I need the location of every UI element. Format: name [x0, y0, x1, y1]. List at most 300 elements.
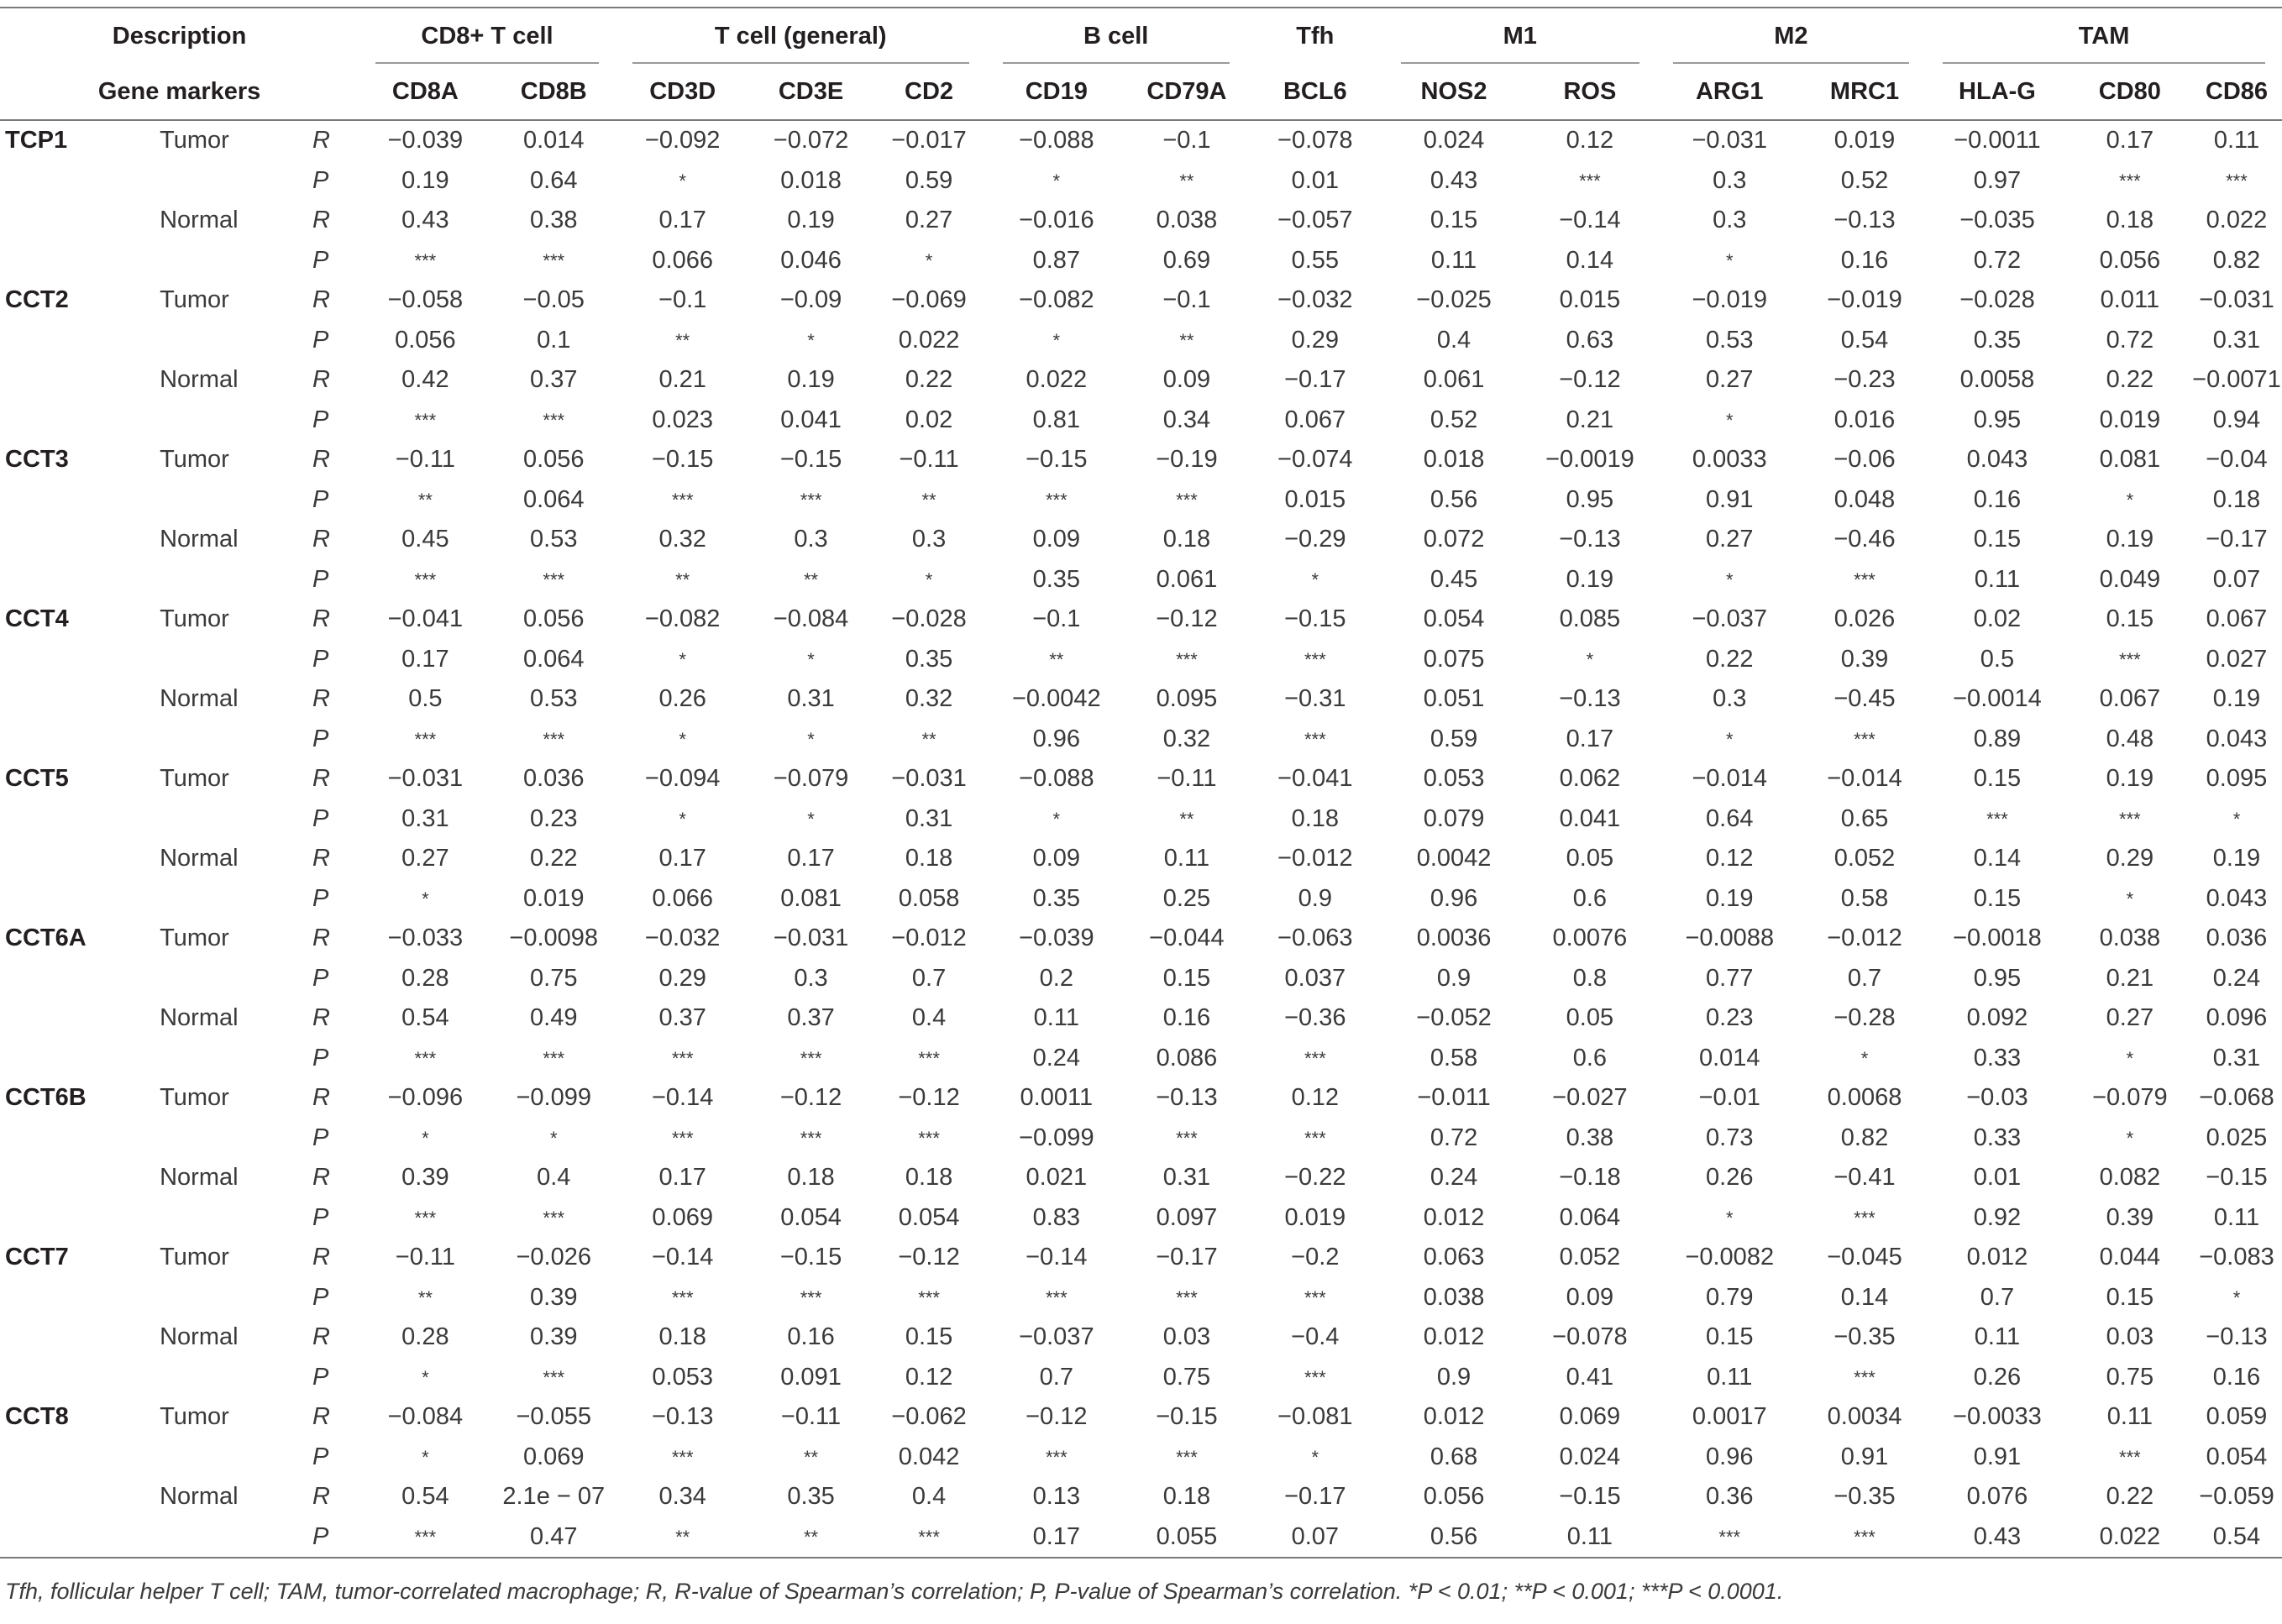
table-cell: 0.28 — [401, 964, 449, 992]
table-cell: *** — [1854, 728, 1875, 750]
table-cell: −0.15 — [2206, 1164, 2268, 1191]
table-cell: *** — [671, 489, 694, 511]
table-cell: 0.4 — [1436, 326, 1471, 354]
marker-header-cd8a: CD8A — [359, 64, 491, 120]
table-cell: 0.0058 — [1959, 366, 2035, 393]
table-cell: 0.085 — [1559, 605, 1621, 632]
table-row — [0, 520, 2282, 560]
table-cell: 0.15 — [1973, 765, 2022, 792]
gene-name — [0, 640, 153, 680]
table-cell: 0.061 — [1156, 565, 1218, 593]
table-cell: 0.22 — [2106, 366, 2154, 393]
table-cell: 0.056 — [1423, 1483, 1485, 1510]
table-cell: 0.15 — [1973, 884, 2022, 912]
table-cell: −0.069 — [891, 286, 967, 313]
table-row — [0, 1078, 2282, 1118]
table-cell: −0.14 — [1559, 207, 1621, 233]
table-cell: −0.13 — [1559, 685, 1621, 712]
table-cell: 0.081 — [780, 884, 842, 912]
table-cell: 0.8 — [1572, 964, 1608, 992]
metric-label: P — [304, 1517, 359, 1559]
table-cell: * — [1725, 728, 1734, 750]
table-cell: −0.059 — [2199, 1483, 2274, 1510]
table-cell: 0.064 — [1559, 1203, 1621, 1231]
table-cell: 0.17 — [1566, 725, 1614, 752]
table-cell: 0.17 — [986, 1517, 1128, 1559]
condition-label — [153, 799, 304, 840]
table-cell: −0.12 — [1026, 1403, 1088, 1430]
table-cell: 0.066 — [652, 246, 713, 274]
table-cell: 0.82 — [2212, 246, 2261, 274]
table-cell: *** — [671, 1127, 694, 1149]
table-cell: 0.097 — [1156, 1203, 1218, 1231]
table-cell: 0.17 — [2106, 127, 2154, 154]
table-cell: −0.025 — [1416, 286, 1492, 313]
table-cell: −0.15 — [1156, 1403, 1218, 1430]
table-cell: 0.059 — [2206, 1403, 2268, 1430]
metric-label: R — [312, 207, 330, 233]
table-cell: 0.072 — [1423, 526, 1485, 553]
table-cell: 0.037 — [1284, 964, 1346, 992]
table-cell: 0.022 — [898, 326, 960, 354]
metric-label: P — [312, 1203, 329, 1231]
table-cell: −0.41 — [1833, 1164, 1896, 1191]
table-cell: 0.027 — [2206, 645, 2268, 673]
table-cell: 0.038 — [2099, 925, 2161, 951]
table-cell: 0.72 — [2106, 326, 2154, 354]
table-cell: *** — [1304, 1366, 1326, 1388]
gene-name: CCT6A — [5, 925, 87, 951]
table-cell: 0.11 — [1163, 845, 1210, 872]
table-cell: *** — [1176, 489, 1198, 511]
table-cell: *** — [1045, 1286, 1068, 1308]
table-cell: 0.11 — [1524, 1517, 1655, 1559]
table-cell: 0.32 — [1162, 725, 1211, 752]
table-cell: −0.031 — [773, 925, 849, 951]
table-cell: −0.082 — [1019, 286, 1094, 313]
description-header: Description — [0, 8, 359, 64]
marker-header-cd8b: CD8B — [492, 64, 616, 120]
table-cell: −0.031 — [387, 765, 464, 792]
table-cell: −0.063 — [1277, 925, 1353, 951]
metric-label: R — [312, 526, 330, 553]
table-cell: −0.11 — [899, 446, 959, 473]
table-cell: 0.046 — [780, 246, 842, 274]
table-cell: 0.16 — [1162, 1004, 1211, 1031]
table-cell: 0.33 — [1973, 1124, 2022, 1151]
table-row — [0, 1397, 2282, 1438]
table-cell: −0.17 — [1156, 1244, 1218, 1270]
table-cell: *** — [1986, 808, 2008, 830]
table-cell: 0.18 — [658, 1323, 706, 1350]
table-row — [0, 879, 2282, 919]
table-cell: 0.043 — [1966, 446, 2028, 473]
metric-label: P — [312, 725, 329, 752]
table-cell: 0.91 — [1973, 1443, 2022, 1470]
metric-label: P — [312, 485, 329, 513]
table-cell: 0.043 — [2206, 725, 2268, 752]
condition-label — [153, 401, 304, 441]
metric-label: R — [312, 1244, 330, 1270]
table-cell: *** — [1304, 648, 1326, 670]
table-cell: −0.12 — [1559, 366, 1621, 393]
table-cell: −0.13 — [1559, 526, 1621, 553]
table-cell: −0.031 — [1692, 127, 1768, 154]
table-cell: ** — [1179, 170, 1194, 191]
table-cell: 0.39 — [1840, 645, 1889, 673]
table-cell: 0.26 — [1706, 1164, 1754, 1191]
table-row — [0, 1198, 2282, 1239]
table-cell: 0.91 — [1706, 485, 1754, 513]
table-cell: 0.041 — [780, 406, 842, 433]
table-cell: 0.75 — [530, 964, 578, 992]
table-cell: −0.037 — [1019, 1323, 1094, 1350]
table-cell: 0.39 — [2106, 1203, 2154, 1231]
table-cell: 0.022 — [2069, 1517, 2191, 1559]
table-cell: 0.056 — [2099, 246, 2161, 274]
marker-header-ros: ROS — [1524, 64, 1655, 120]
table-cell: −0.045 — [1827, 1244, 1902, 1270]
table-cell: 0.11 — [2106, 1403, 2153, 1430]
marker-header-hla-g: HLA-G — [1926, 64, 2069, 120]
gene-name — [0, 161, 153, 202]
table-cell: 0.15 — [905, 1323, 953, 1350]
table-cell: *** — [1854, 1207, 1875, 1228]
table-cell: 0.067 — [2206, 605, 2268, 632]
table-cell: −0.044 — [1149, 925, 1225, 951]
table-cell: 0.12 — [1706, 845, 1754, 872]
table-cell: 0.024 — [1559, 1443, 1621, 1470]
gene-name — [0, 241, 153, 281]
condition-label — [153, 1039, 304, 1079]
table-cell: * — [422, 1127, 429, 1149]
table-cell: 0.38 — [1566, 1124, 1614, 1151]
table-cell: 0.54 — [401, 1004, 449, 1031]
table-cell: 0.73 — [1706, 1124, 1754, 1151]
table-cell: *** — [1176, 1446, 1198, 1468]
table-cell: 0.29 — [1291, 326, 1340, 354]
table-cell: 0.45 — [1430, 565, 1478, 593]
table-cell: 0.079 — [1423, 804, 1485, 832]
metric-label: R — [312, 765, 330, 792]
table-cell: 0.063 — [1423, 1244, 1485, 1270]
marker-header-bcl6: BCL6 — [1246, 64, 1384, 120]
table-cell: 0.067 — [1284, 406, 1346, 433]
table-cell: 0.17 — [401, 645, 449, 673]
table-cell: −0.072 — [773, 127, 849, 154]
table-cell: *** — [800, 489, 822, 511]
marker-header-row — [0, 64, 2282, 120]
gene-name — [0, 1158, 153, 1198]
table-row — [0, 1238, 2282, 1278]
table-cell: 0.11 — [1974, 565, 2021, 593]
table-cell: 0.053 — [1423, 765, 1485, 792]
table-cell: * — [1725, 1207, 1734, 1228]
condition-label — [153, 1198, 304, 1239]
table-cell: −0.09 — [779, 286, 842, 313]
table-cell: −0.033 — [387, 925, 464, 951]
table-row — [0, 1039, 2282, 1079]
table-cell: 0.18 — [787, 1164, 835, 1191]
table-cell: 0.041 — [1559, 804, 1621, 832]
table-cell: −0.12 — [779, 1084, 842, 1111]
table-row — [0, 480, 2282, 521]
metric-label: P — [312, 246, 329, 274]
table-cell: −0.078 — [1552, 1323, 1628, 1350]
table-cell: *** — [1176, 648, 1198, 670]
table-cell: 0.044 — [2099, 1244, 2161, 1270]
table-cell: −0.041 — [1277, 765, 1353, 792]
marker-header-cd3e: CD3E — [749, 64, 872, 120]
table-cell: −0.1 — [1032, 605, 1081, 632]
table-cell: 0.24 — [1032, 1044, 1081, 1071]
table-cell: *** — [543, 568, 565, 590]
table-cell: −0.055 — [516, 1403, 591, 1430]
metric-label: R — [312, 1483, 330, 1510]
table-cell: 0.13 — [1032, 1483, 1081, 1510]
table-cell: −0.0088 — [1685, 925, 1775, 951]
table-cell: 0.091 — [780, 1363, 842, 1391]
table-cell: *** — [800, 1286, 822, 1308]
table-cell: 0.38 — [530, 207, 578, 233]
condition-label — [153, 959, 304, 999]
table-cell: 0.17 — [658, 1164, 706, 1191]
table-cell: * — [807, 648, 815, 670]
table-body — [0, 120, 2282, 1558]
table-cell: 0.025 — [2206, 1124, 2268, 1151]
table-cell: −0.13 — [1833, 207, 1896, 233]
table-cell: 0.29 — [2106, 845, 2154, 872]
table-cell: −0.14 — [1026, 1244, 1088, 1270]
table-cell: 0.09 — [1032, 845, 1081, 872]
table-cell: 0.18 — [905, 845, 953, 872]
table-cell: 0.0068 — [1827, 1084, 1902, 1111]
table-cell: 0.91 — [1840, 1443, 1889, 1470]
table-cell: 0.52 — [1840, 166, 1889, 194]
table-row — [0, 1358, 2282, 1398]
metric-label: P — [312, 645, 329, 673]
table-cell: 0.3 — [1713, 685, 1747, 712]
table-cell: ** — [616, 1517, 750, 1559]
table-cell: *** — [414, 249, 437, 271]
table-cell: 0.042 — [898, 1443, 960, 1470]
table-cell: 0.36 — [1706, 1483, 1754, 1510]
table-cell: *** — [414, 1047, 437, 1069]
table-cell: 0.043 — [2206, 884, 2268, 912]
gene-name — [0, 1278, 153, 1318]
table-row — [0, 640, 2282, 680]
table-cell: 0.0076 — [1552, 925, 1628, 951]
gene-name — [0, 1477, 153, 1517]
table-cell: 0.19 — [401, 166, 449, 194]
table-cell: *** — [1854, 1366, 1875, 1388]
table-cell: 0.49 — [530, 1004, 578, 1031]
table-cell: 0.15 — [1973, 526, 2022, 553]
table-cell: 0.27 — [905, 207, 953, 233]
table-cell: −0.15 — [779, 1244, 842, 1270]
table-cell: −0.011 — [1417, 1084, 1491, 1111]
table-cell: * — [925, 249, 933, 271]
table-cell: 0.0034 — [1827, 1403, 1902, 1430]
table-cell: −0.099 — [516, 1084, 591, 1111]
table-cell: 0.15 — [1430, 207, 1478, 233]
table-cell: 0.11 — [1033, 1004, 1079, 1031]
table-row — [0, 1318, 2282, 1358]
table-cell: 0.09 — [1566, 1283, 1614, 1311]
table-row — [0, 799, 2282, 840]
table-cell: −0.099 — [1019, 1124, 1094, 1151]
table-cell: 0.23 — [530, 804, 578, 832]
table-cell: *** — [1045, 1446, 1068, 1468]
table-cell: * — [2232, 808, 2241, 830]
gene-name — [0, 480, 153, 521]
table-cell: −0.012 — [1277, 845, 1353, 872]
table-cell: 0.055 — [1127, 1517, 1246, 1559]
table-cell: 0.4 — [537, 1164, 571, 1191]
table-cell: −0.081 — [1277, 1403, 1353, 1430]
table-cell: −0.0033 — [1953, 1403, 2042, 1430]
condition-label: Normal — [160, 526, 239, 553]
table-cell: 0.18 — [1162, 1483, 1211, 1510]
table-cell: 0.43 — [1430, 166, 1478, 194]
table-cell: 0.075 — [1423, 645, 1485, 673]
group-header-bcell: B cell — [986, 8, 1246, 64]
table-cell: 0.07 — [1246, 1517, 1384, 1559]
table-cell: * — [807, 329, 815, 351]
condition-label: Normal — [160, 1323, 239, 1350]
table-cell: 0.83 — [1032, 1203, 1081, 1231]
table-cell: 0.14 — [1840, 1283, 1889, 1311]
table-cell: 0.012 — [1423, 1403, 1485, 1430]
table-cell: ** — [1049, 648, 1064, 670]
table-cell: −0.094 — [644, 765, 721, 792]
table-cell: 0.3 — [794, 964, 828, 992]
table-cell: −0.12 — [898, 1084, 960, 1111]
table-row — [0, 280, 2282, 321]
gene-name — [0, 998, 153, 1039]
table-cell: 0.59 — [905, 166, 953, 194]
metric-label: R — [312, 845, 330, 872]
table-cell: −0.027 — [1552, 1084, 1628, 1111]
table-cell: *** — [1579, 170, 1601, 191]
table-cell: *** — [2119, 808, 2141, 830]
table-cell: 0.062 — [1559, 765, 1621, 792]
table-cell: 0.038 — [1156, 207, 1218, 233]
table-cell: −0.13 — [651, 1403, 714, 1430]
table-cell: −0.05 — [522, 286, 585, 313]
table-cell: * — [1311, 568, 1319, 590]
table-row — [0, 360, 2282, 401]
table-cell: 0.65 — [1840, 804, 1889, 832]
table-cell: 0.27 — [1706, 526, 1754, 553]
table-cell: −0.03 — [1966, 1084, 2028, 1111]
table-cell: 0.9 — [1298, 884, 1332, 912]
condition-label — [153, 321, 304, 361]
condition-label — [153, 640, 304, 680]
table-cell: 0.75 — [2106, 1363, 2154, 1391]
table-cell: 0.31 — [1162, 1164, 1211, 1191]
table-cell: *** — [1304, 1127, 1326, 1149]
table-cell: 0.048 — [1833, 485, 1896, 513]
table-cell: 0.34 — [1162, 406, 1211, 433]
gene-name — [0, 1438, 153, 1478]
table-cell: 0.0011 — [1020, 1084, 1094, 1111]
table-cell: 0.26 — [1973, 1363, 2022, 1391]
table-cell: * — [1052, 808, 1061, 830]
metric-label: R — [312, 1323, 330, 1350]
condition-label: Normal — [160, 366, 239, 393]
table-cell: −0.15 — [651, 446, 714, 473]
table-cell: * — [422, 1446, 429, 1468]
table-cell: 0.53 — [530, 526, 578, 553]
table-cell: 0.016 — [1833, 406, 1896, 433]
group-header-row — [0, 8, 2282, 64]
table-cell: *** — [543, 728, 565, 750]
condition-label — [153, 1118, 304, 1159]
table-cell: 0.1 — [537, 326, 571, 354]
table-cell: −0.0018 — [1953, 925, 2042, 951]
table-cell: *** — [1304, 1047, 1326, 1069]
condition-label — [153, 480, 304, 521]
table-cell: 0.75 — [1162, 1363, 1211, 1391]
table-cell: 0.09 — [1162, 366, 1211, 393]
condition-label: Normal — [160, 1483, 239, 1510]
table-cell: 0.019 — [1284, 1203, 1346, 1231]
table-cell: 0.55 — [1291, 246, 1340, 274]
table-cell: 0.56 — [1384, 1517, 1524, 1559]
marker-header-nos2: NOS2 — [1384, 64, 1524, 120]
table-cell: −0.092 — [644, 127, 721, 154]
marker-header-cd86: CD86 — [2191, 64, 2282, 120]
metric-label: P — [312, 406, 329, 433]
table-cell: 0.081 — [2099, 446, 2161, 473]
table-cell: −0.088 — [1019, 127, 1094, 154]
gene-name — [0, 201, 153, 241]
table-cell: 0.97 — [1973, 166, 2022, 194]
table-cell: *** — [1854, 568, 1875, 590]
table-cell: −0.11 — [780, 1403, 842, 1430]
table-cell: 0.051 — [1423, 685, 1485, 712]
table-cell: −0.012 — [1827, 925, 1902, 951]
marker-header-arg1: ARG1 — [1656, 64, 1803, 120]
gene-name: CCT6B — [5, 1084, 87, 1111]
table-cell: −0.068 — [2199, 1084, 2274, 1111]
table-cell: 0.036 — [522, 765, 585, 792]
table-cell: −0.037 — [1692, 605, 1768, 632]
table-cell: −0.017 — [891, 127, 967, 154]
table-cell: 0.39 — [530, 1323, 578, 1350]
table-cell: 0.22 — [2106, 1483, 2154, 1510]
table-row — [0, 1438, 2282, 1478]
table-cell: 0.27 — [2106, 1004, 2154, 1031]
table-cell: −0.019 — [1692, 286, 1768, 313]
table-cell: −0.23 — [1833, 366, 1896, 393]
table-cell: −0.032 — [1277, 286, 1353, 313]
table-cell: 0.21 — [2106, 964, 2154, 992]
metric-label: P — [312, 1044, 329, 1071]
table-cell: 0.19 — [1566, 565, 1614, 593]
table-cell: *** — [671, 1047, 694, 1069]
metric-label: P — [312, 884, 329, 912]
table-row — [0, 1517, 2282, 1559]
condition-label: Normal — [160, 207, 239, 233]
gene-name — [0, 1118, 153, 1159]
gene-name — [0, 879, 153, 919]
table-cell: ** — [1179, 329, 1194, 351]
table-cell: 0.064 — [522, 645, 585, 673]
table-row — [0, 959, 2282, 999]
table-cell: * — [1586, 648, 1594, 670]
